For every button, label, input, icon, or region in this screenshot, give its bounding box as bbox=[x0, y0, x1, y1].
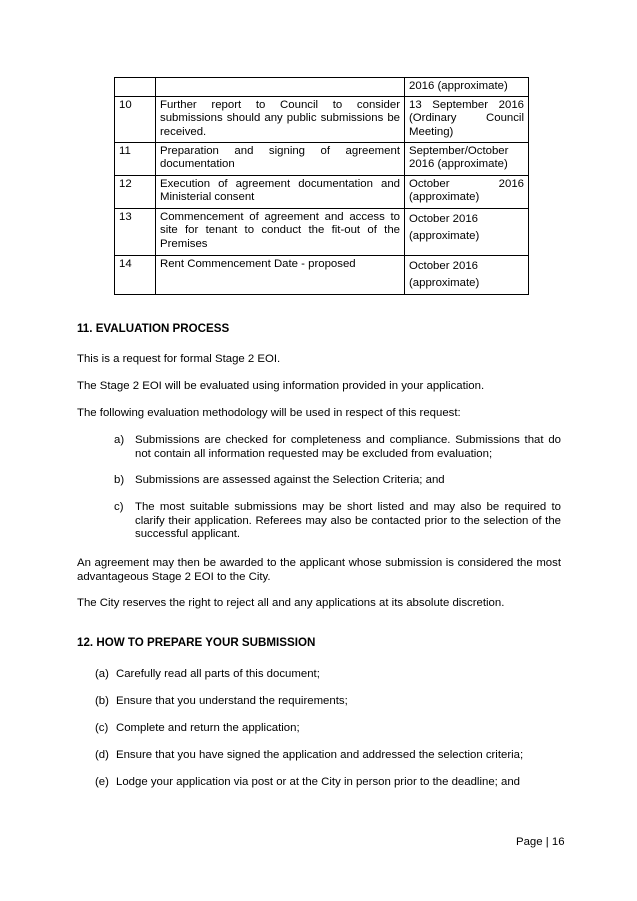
paragraph: The following evaluation methodology will be used in respect of this request: bbox=[77, 407, 461, 419]
table-row bbox=[115, 142, 529, 175]
list-item bbox=[95, 694, 565, 708]
table-row bbox=[115, 96, 529, 142]
list-item-label: (a) bbox=[95, 668, 109, 680]
row-description bbox=[156, 78, 405, 97]
list-item-text: Ensure that you have signed the application and addressed the selection criteria; bbox=[116, 749, 524, 761]
row-date: 13 September 2016 (Ordinary Council Meeting) bbox=[405, 96, 529, 142]
page-number: Page | 16 bbox=[516, 836, 565, 848]
list-item bbox=[95, 775, 565, 789]
paragraph: An agreement may then be awarded to the applicant whose submission is considered the most advantageous Stage 2 EOI to the City. bbox=[77, 557, 561, 583]
list-item-label: (c) bbox=[95, 722, 109, 734]
list-item-label: c) bbox=[114, 501, 124, 513]
row-description: Rent Commencement Date - proposed bbox=[156, 255, 405, 294]
list-item bbox=[95, 667, 565, 681]
table-row bbox=[115, 208, 529, 255]
table-row bbox=[115, 255, 529, 294]
list-item-text: Carefully read all parts of this document; bbox=[116, 668, 320, 680]
row-date: October 2016 (approximate) bbox=[405, 175, 529, 208]
list-item-text: Lodge your application via post or at the City in person prior to the deadline; and bbox=[116, 776, 520, 788]
row-number bbox=[115, 78, 156, 97]
schedule-table bbox=[114, 77, 529, 295]
paragraph: This is a request for formal Stage 2 EOI. bbox=[77, 353, 281, 365]
list-item-text: Submissions are assessed against the Selection Criteria; and bbox=[135, 474, 445, 486]
row-number: 11 bbox=[115, 142, 156, 175]
row-number: 12 bbox=[115, 175, 156, 208]
list-item-text: The most suitable submissions may be short listed and may also be required to clarify their application. Referees may also be contacted prior to the selection of the successful applicant. bbox=[135, 501, 561, 540]
list-item-text: Complete and return the application; bbox=[116, 722, 300, 734]
paragraph: The Stage 2 EOI will be evaluated using information provided in your application. bbox=[77, 380, 485, 392]
row-date: September/October 2016 (approximate) bbox=[405, 142, 529, 175]
list-item-text: Submissions are checked for completeness and compliance. Submissions that do not contain all information requested may be excluded from evaluation; bbox=[135, 434, 561, 460]
list-item-label: (e) bbox=[95, 776, 109, 788]
row-date: 2016 (approximate) bbox=[405, 78, 529, 97]
section-11-heading: 11. EVALUATION PROCESS bbox=[77, 322, 230, 335]
table-row bbox=[115, 175, 529, 208]
row-description: Further report to Council to consider submissions should any public submissions be received. bbox=[156, 96, 405, 142]
list-item-label: a) bbox=[114, 434, 125, 446]
row-description: Execution of agreement documentation and Ministerial consent bbox=[156, 175, 405, 208]
row-number: 14 bbox=[115, 255, 156, 294]
list-item bbox=[95, 721, 565, 735]
row-number: 13 bbox=[115, 208, 156, 255]
list-item-label: b) bbox=[114, 474, 125, 486]
row-description: Commencement of agreement and access to site for tenant to conduct the fit-out of the Premises bbox=[156, 208, 405, 255]
paragraph: The City reserves the right to reject all and any applications at its absolute discretion. bbox=[77, 597, 505, 609]
row-date: October 2016 (approximate) bbox=[405, 208, 529, 255]
list-item-label: (d) bbox=[95, 749, 109, 761]
list-item bbox=[95, 748, 565, 762]
row-description: Preparation and signing of agreement documentation bbox=[156, 142, 405, 175]
list-item-text: Ensure that you understand the requirements; bbox=[116, 695, 348, 707]
row-date: October 2016 (approximate) bbox=[405, 255, 529, 294]
section-12-heading: 12. HOW TO PREPARE YOUR SUBMISSION bbox=[77, 636, 316, 649]
row-number: 10 bbox=[115, 96, 156, 142]
list-item-label: (b) bbox=[95, 695, 109, 707]
table-row bbox=[115, 78, 529, 97]
